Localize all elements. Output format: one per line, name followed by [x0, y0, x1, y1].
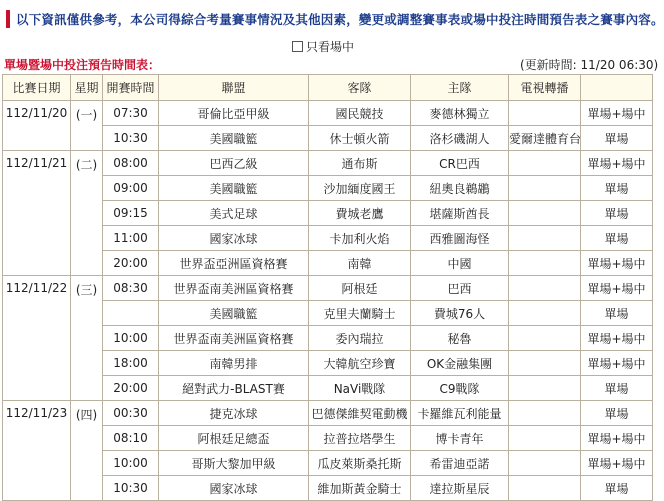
live-only-filter[interactable]: [292, 37, 354, 55]
schedule-caption: 單場暨場中投注預告時間表：: [4, 58, 161, 72]
cell-home-team: 博卡青年: [411, 426, 509, 451]
cell-league: 哥斯大黎加甲級: [159, 451, 309, 476]
cell-tv: [509, 176, 581, 201]
cell-home-team: 費城76人: [411, 301, 509, 326]
header-date: 比賽日期: [3, 75, 71, 101]
header-away-team: 客隊: [309, 75, 411, 101]
cell-tv: 愛爾達體育台: [509, 126, 581, 151]
header-weekday: 星期: [71, 75, 103, 101]
header-home-team: 主隊: [411, 75, 509, 101]
cell-start-time: 07:30: [103, 101, 159, 126]
cell-home-team: 希雷迪亞諾: [411, 451, 509, 476]
table-row: [3, 151, 653, 176]
cell-league: 捷克冰球: [159, 401, 309, 426]
cell-league: 阿根廷足總盃: [159, 426, 309, 451]
header-league: 聯盟: [159, 75, 309, 101]
cell-league: 美國職籃: [159, 176, 309, 201]
cell-date: 112/11/22: [3, 276, 71, 401]
cell-start-time: 09:15: [103, 201, 159, 226]
cell-tv: [509, 476, 581, 501]
live-only-label[interactable]: 只看場中: [306, 39, 355, 54]
cell-tv: [509, 351, 581, 376]
cell-date: 112/11/20: [3, 101, 71, 151]
cell-league: 巴西乙級: [159, 151, 309, 176]
cell-league: 世界盃南美洲區資格賽: [159, 276, 309, 301]
cell-away-team: 瓜皮萊斯桑托斯: [309, 451, 411, 476]
cell-start-time: 10:00: [103, 326, 159, 351]
disclaimer-text: 以下資訊僅供參考，本公司得綜合考量賽事情況及其他因素，變更或調整賽事表或場中投注時間預告表之賽事內容。: [16, 12, 664, 27]
cell-league: 國家冰球: [159, 476, 309, 501]
notice-accent-bar: [6, 10, 10, 28]
cell-bet-type: 單場+場中: [581, 251, 653, 276]
cell-bet-type: 單場+場中: [581, 426, 653, 451]
schedule-table: [2, 74, 653, 501]
cell-tv: [509, 451, 581, 476]
cell-start-time: 11:00: [103, 226, 159, 251]
cell-home-team: 西雅圖海怪: [411, 226, 509, 251]
cell-league: 哥倫比亞甲級: [159, 101, 309, 126]
cell-league: 美國職籃: [159, 301, 309, 326]
cell-tv: [509, 326, 581, 351]
live-only-checkbox[interactable]: [292, 41, 303, 52]
cell-bet-type: 單場: [581, 126, 653, 151]
cell-weekday: (四): [71, 401, 103, 501]
cell-weekday: (三): [71, 276, 103, 401]
cell-away-team: 拉普拉塔學生: [309, 426, 411, 451]
cell-away-team: 維加斯黃金騎士: [309, 476, 411, 501]
cell-home-team: 達拉斯星辰: [411, 476, 509, 501]
cell-league: 世界盃南美洲區資格賽: [159, 326, 309, 351]
cell-bet-type: 單場: [581, 201, 653, 226]
cell-weekday: (一): [71, 101, 103, 151]
cell-away-team: 南韓: [309, 251, 411, 276]
disclaimer-notice: [0, 8, 664, 32]
cell-away-team: 休士頓火箭: [309, 126, 411, 151]
cell-start-time: 20:00: [103, 376, 159, 401]
cell-start-time: 10:30: [103, 476, 159, 501]
cell-home-team: C9戰隊: [411, 376, 509, 401]
cell-weekday: (二): [71, 151, 103, 276]
cell-away-team: 大韓航空珍寶: [309, 351, 411, 376]
cell-tv: [509, 426, 581, 451]
cell-tv: [509, 226, 581, 251]
cell-home-team: 麥德林獨立: [411, 101, 509, 126]
cell-tv: [509, 376, 581, 401]
header-tv: 電視轉播: [509, 75, 581, 101]
cell-away-team: 費城老鷹: [309, 201, 411, 226]
cell-league: 絕對武力-BLAST賽: [159, 376, 309, 401]
table-row: [3, 276, 653, 301]
cell-home-team: 堪薩斯酋長: [411, 201, 509, 226]
header-start-time: 開賽時間: [103, 75, 159, 101]
cell-tv: [509, 401, 581, 426]
cell-start-time: 10:30: [103, 126, 159, 151]
cell-start-time: [103, 301, 159, 326]
cell-start-time: 08:10: [103, 426, 159, 451]
cell-start-time: 20:00: [103, 251, 159, 276]
cell-league: 國家冰球: [159, 226, 309, 251]
cell-start-time: 08:00: [103, 151, 159, 176]
cell-home-team: 洛杉磯湖人: [411, 126, 509, 151]
cell-bet-type: 單場: [581, 176, 653, 201]
cell-away-team: 國民競技: [309, 101, 411, 126]
cell-bet-type: 單場: [581, 401, 653, 426]
update-time: (更新時間: 11/20 06:30): [520, 58, 659, 72]
cell-home-team: 卡羅維瓦利能量: [411, 401, 509, 426]
cell-away-team: NaVi戰隊: [309, 376, 411, 401]
cell-date: 112/11/23: [3, 401, 71, 501]
cell-start-time: 18:00: [103, 351, 159, 376]
cell-home-team: 秘魯: [411, 326, 509, 351]
cell-home-team: 紐奧良鵜鶘: [411, 176, 509, 201]
cell-start-time: 08:30: [103, 276, 159, 301]
cell-bet-type: 單場+場中: [581, 151, 653, 176]
cell-home-team: CR巴西: [411, 151, 509, 176]
cell-bet-type: 單場: [581, 476, 653, 501]
cell-tv: [509, 301, 581, 326]
schedule-body: [3, 101, 653, 501]
cell-away-team: 委內瑞拉: [309, 326, 411, 351]
cell-home-team: 中國: [411, 251, 509, 276]
cell-start-time: 10:00: [103, 451, 159, 476]
cell-away-team: 通布斯: [309, 151, 411, 176]
cell-away-team: 沙加緬度國王: [309, 176, 411, 201]
cell-tv: [509, 101, 581, 126]
cell-league: 美國職籃: [159, 126, 309, 151]
cell-bet-type: 單場: [581, 376, 653, 401]
cell-tv: [509, 151, 581, 176]
cell-tv: [509, 276, 581, 301]
cell-start-time: 00:30: [103, 401, 159, 426]
cell-tv: [509, 251, 581, 276]
header-bet-type: [581, 75, 653, 101]
cell-away-team: 克里夫蘭騎士: [309, 301, 411, 326]
cell-start-time: 09:00: [103, 176, 159, 201]
cell-away-team: 卡加利火焰: [309, 226, 411, 251]
cell-away-team: 巴德傑維契電動機: [309, 401, 411, 426]
cell-bet-type: 單場+場中: [581, 351, 653, 376]
cell-league: 美式足球: [159, 201, 309, 226]
cell-bet-type: 單場+場中: [581, 276, 653, 301]
table-row: [3, 101, 653, 126]
cell-home-team: OK金融集團: [411, 351, 509, 376]
cell-league: 南韓男排: [159, 351, 309, 376]
table-row: [3, 401, 653, 426]
table-header-row: [3, 75, 653, 101]
cell-date: 112/11/21: [3, 151, 71, 276]
cell-bet-type: 單場: [581, 226, 653, 251]
cell-bet-type: 單場+場中: [581, 101, 653, 126]
cell-away-team: 阿根廷: [309, 276, 411, 301]
cell-tv: [509, 201, 581, 226]
cell-bet-type: 單場+場中: [581, 451, 653, 476]
cell-league: 世界盃亞洲區資格賽: [159, 251, 309, 276]
cell-bet-type: 單場: [581, 301, 653, 326]
cell-bet-type: 單場+場中: [581, 326, 653, 351]
cell-home-team: 巴西: [411, 276, 509, 301]
